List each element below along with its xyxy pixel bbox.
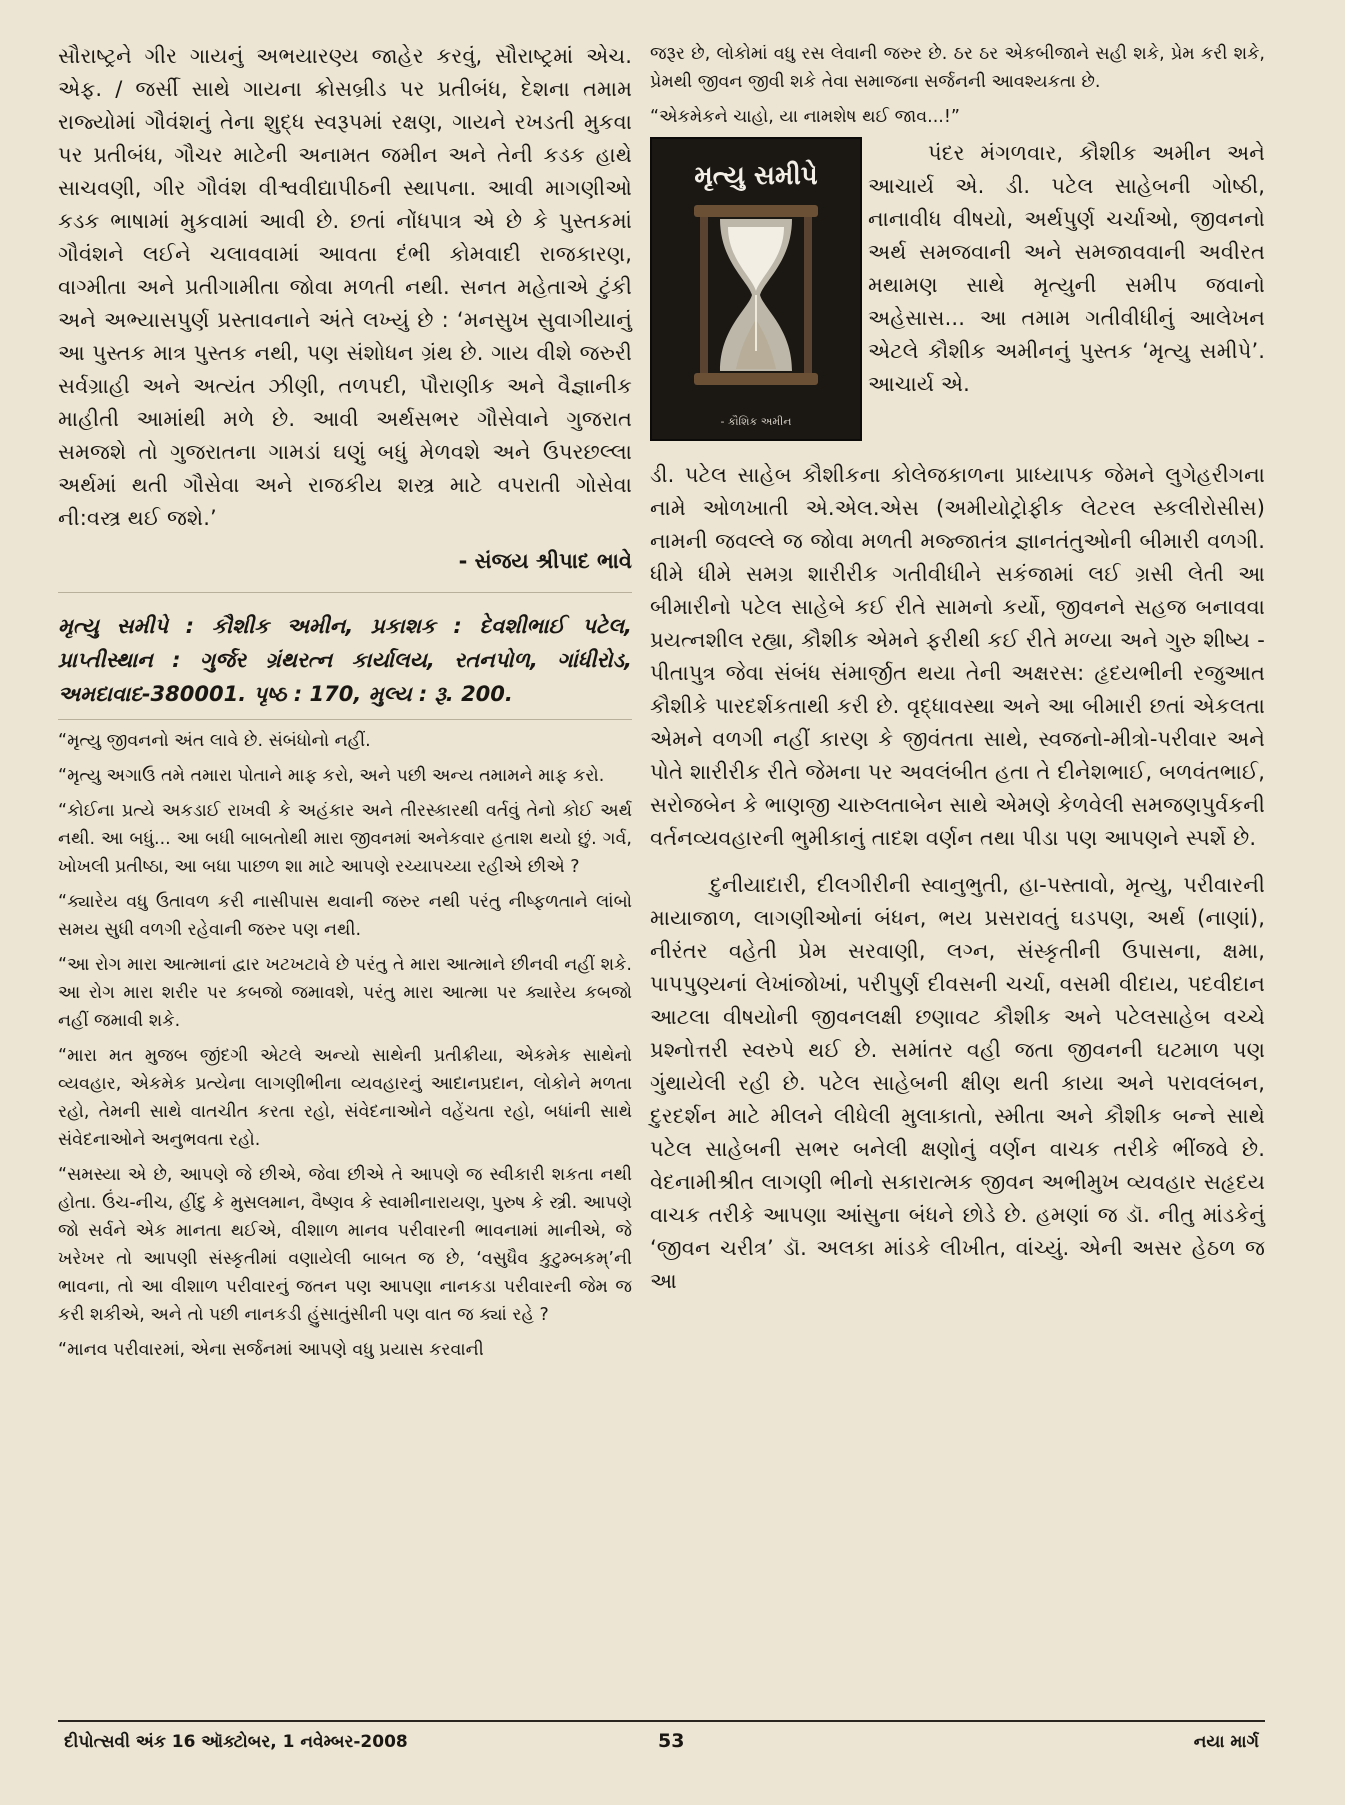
book-cover-title: મૃત્યુ સમીપે: [694, 161, 818, 191]
page-number: 53: [658, 1730, 685, 1752]
magazine-name: નયા માર્ગ: [1193, 1732, 1259, 1752]
book-feature: [650, 137, 1265, 467]
quote-7: “સમસ્યા એ છે, આપણે જે છીએ, જેવા છીએ તે આપણે જ સ્વીકારી શકતા નથી હોતા. ઉંચ-નીચ, હીંદુ કે મુસલમાન, વૈષ્ણવ કે સ્વામીનારાયણ, પુરુષ કે સ્ત્રી. આપણે જો સર્વને એક માનતા થઈએ, વીશાળ માનવ પરીવારની ભાવનામાં માનીએ, જે ખરેખર તો આપણી સંસ્કૃતીમાં વણાયેલી બાબત જ છે, ‘વસુધૈવ કુટુમ્બકમ્’ની ભાવના, તો આ વીશાળ પરીવારનું જતન પણ આપણા નાનકડા પરીવારની જેમ જ કરી શકીએ, અને તો પછી નાનકડી હુંસાતુંસીની પણ વાત જ ક્યાં રહે ?: [58, 1165, 632, 1325]
book-cover-image: [650, 137, 862, 441]
review-paragraph-intro: પંદર મંગળવાર, કૌશીક અમીન અને આચાર્ય એ. ડી. પટેલ સાહેબની ગોષ્ઠી, નાનાવીધ વીષયો, અર્થપુર્ણ ચર્ચાઓ, જીવનનો અર્થ સમજવાની અને સમજાવવાની અવીરત મથામણ સાથે મૃત્યુની સમીપ જવાનો અહેસાસ... આ તમામ ગતીવીધીનું આલેખન એટલે કૌશીક અમીનનું પુસ્તક ‘મૃત્યુ સમીપે’. આચાર્ય એ.: [868, 141, 1265, 396]
divider: [58, 592, 632, 593]
quote-8: “માનવ પરીવારમાં, એના સર્જનમાં આપણે વધુ પ્રયાસ કરવાની: [58, 1340, 484, 1360]
review-paragraph-cow: સૌરાષ્ટ્રને ગીર ગાયનું અભયારણ્ય જાહેર કરવું, સૌરાષ્ટ્રમાં એચ. એફ. / જર્સી સાથે ગાયના ક્રોસબ્રીડ પર પ્રતીબંધ, દેશના તમામ રાજ્યોમાં ગૌવંશનું તેના શુદ્ધ સ્વરૂપમાં રક્ષણ, ગાયને રખડતી મુકવા પર પ્રતીબંધ, ગૌચર માટેની અનામત જમીન અને તેની કડક હાથે સાચવણી, ગીર ગૌવંશ વીશ્વવીદ્યાપીઠની સ્થાપના. આવી માગણીઓ કડક ભાષામાં મુકવામાં આવી છે. છતાં નોંધપાત્ર એ છે કે પુસ્તકમાં ગૌવંશને લઈને ચલાવવામાં આવતા દંભી કોમવાદી રાજકારણ, વાગ્મીતા અને પ્રતીગામીતા જોવા મળતી નથી. સનત મહેતાએ ટુંકી અને અભ્યાસપુર્ણ પ્રસ્તાવનાને અંતે લખ્યું છે : ‘મનસુખ સુવાગીયાનું આ પુસ્તક માત્ર પુસ્તક નથી, પણ સંશોધન ગ્રંથ છે. ગાય વીશે જરુરી સર્વગ્રાહી અને અત્યંત ઝીણી, તળપદી, પૌરાણીક અને વૈજ્ઞાનીક માહીતી આમાંથી મળે છે. આવી અર્થસભર ગૌસેવાને ગુજરાત સમજશે તો ગુજરાતના ગામડાં ઘણું બધું મેળવશે અને ઉપરછલ્લા અર્થમાં થતી ગૌસેવા અને રાજકીય શસ્ત્ર માટે વપરાતી ગોસેવા ની:વસ્ત્ર થઈ જશે.’: [58, 44, 632, 530]
quote-1: “મૃત્યુ જીવનનો અંત લાવે છે. સંબંધોનો નહીં.: [58, 731, 371, 751]
author-signature: - સંજય શ્રીપાદ ભાવે: [458, 549, 632, 573]
review-intro: [858, 137, 1265, 401]
page-footer: [58, 1720, 1265, 1762]
issue-label: દીપોત્સવી અંક 16 ઑક્ટોબર, 1 નવેમ્બર-2008: [64, 1732, 408, 1752]
right-column: [650, 40, 1265, 1298]
quote-continuation: જરૂર છે, લોકોમાં વધુ રસ લેવાની જરુર છે. ઠર ઠર એકબીજાને સહી શકે, પ્રેમ કરી શકે, પ્રેમથી જીવન જીવી શકે તેવા સમાજના સર્જનની આવશ્યકતા છે.: [650, 44, 1265, 92]
quote-5: “આ રોગ મારા આત્માનાં દ્વાર ખટખટાવે છે પરંતુ તે મારા આત્માને છીનવી નહીં શકે. આ રોગ મારા શરીર પર કબજો જમાવશે, પરંતુ મારા આત્મા પર ક્યારેય કબજો નહીં જમાવી શકે.: [58, 955, 632, 1031]
book-cover-author: - કૌશિક અમીન: [720, 415, 792, 428]
book-info: મૃત્યુ સમીપે : કૌશીક અમીન, પ્રકાશક : દેવશીભાઈ પટેલ, પ્રાપ્તીસ્થાન : ગુર્જર ગ્રંથરત્ન કાર્યાલય, રતનપોળ, ગાંધીરોડ, અમદાવાદ-380001. પૃષ્ઠ : 170, મુલ્ય : રૂ. 200.: [58, 614, 632, 706]
quote-2: “મૃત્યુ અગાઉ તમે તમારા પોતાને માફ કરો, અને પછી અન્ય તમામને માફ કરો.: [58, 766, 605, 786]
quote-6: “મારા મત મુજબ જીંદગી એટલે અન્યો સાથેની પ્રતીક્રીયા, એકમેક સાથેનો વ્યવહાર, એકમેક પ્રત્યેના લાગણીભીના વ્યવહારનું આદાનપ્રદાન, લોકોને મળતા રહો, તેમની સાથે વાતચીત કરતા રહો, સંવેદનાઓને વહેંચતા રહો, બધાંની સાથે સંવેદનાઓને અનુભવતા રહો.: [58, 1046, 632, 1150]
review-paragraph-main: ડી. પટેલ સાહેબ કૌશીકના કોલેજકાળના પ્રાધ્યાપક જેમને લુગેહરીગના નામે ઓળખાતી એ.એલ.એસ (અમીયોટ્રોફીક લેટરલ સ્કલીરોસીસ) નામની જવલ્લે જ જોવા મળતી મજ્જાતંત્ર જ્ઞાનતંતુઓની બીમારી વળગી. ધીમે ધીમે સમગ્ર શારીરીક ગતીવીધીને સકંજામાં લઈ ગ્રસી લેતી આ બીમારીનો પટેલ સાહેબે કઈ રીતે સામનો કર્યો, જીવનને સહજ બનાવવા પ્રયત્નશીલ રહ્યા, કૌશીક એમને ફરીથી કઈ રીતે મળ્યા અને ગુરુ શીષ્ય - પીતાપુત્ર જેવા સંબંધ સંમાર્જીત થયા તેની અક્ષરસ: હૃદયભીની રજુઆત કૌશીકે પારદર્શકતાથી કરી છે. વૃદ્ધાવસ્થા અને આ બીમારી છતાં એકલતા એમને વળગી નહીં કારણ કે જીવંતતા સાથે, સ્વજનો-મીત્રો-પરીવાર અને પોતે શારીરીક રીતે જેમના પર અવલંબીત હતા તે દીનેશભાઈ, બળવંતભાઈ, સરોજબેન કે ભાણજી ચારુલતાબેન સાથે એમણે કેળવેલી સમજણપુર્વકની વર્તનવ્યવહારની ભુમીકાનું તાદશ વર્ણન તથા પીડા પણ આપણને સ્પર્શે છે.: [650, 463, 1265, 850]
divider: [58, 719, 632, 720]
left-column: [58, 40, 632, 1364]
quote-4: “ક્યારેય વધુ ઉતાવળ કરી નાસીપાસ થવાની જરુર નથી પરંતુ નીષ્ફળતાને લાંબો સમય સુધી વળગી રહેવાની જરુર પણ નથી.: [58, 892, 632, 940]
review-paragraph-topics: દુનીયાદારી, દીલગીરીની સ્વાનુભુતી, હા-પસ્તાવો, મૃત્યુ, પરીવારની માયાજાળ, લાગણીઓનાં બંધન, ભય પ્રસરાવતું ઘડપણ, અર્થ (નાણાં), નીરંતર વહેતી પ્રેમ સરવાણી, લગ્ન, સંસ્કૃતીની ઉપાસના, ક્ષમા, પાપપુણ્યનાં લેખાંજોખાં, પરીપુર્ણ દીવસની ચર્ચા, વસમી વીદાય, પદવીદાન આટલા વીષયોની જીવનલક્ષી છણાવટ કૌશીક અને પટેલસાહેબ વચ્ચે પ્રશ્નોત્તરી સ્વરુપે થઈ છે. સમાંતર વહી જતા જીવનની ઘટમાળ પણ ગુંથાયેલી રહી છે. પટેલ સાહેબની ક્ષીણ થતી કાયા અને પરાવલંબન, દુરદર્શન માટે મીલને લીધેલી મુલાકાતો, સ્મીતા અને કૌશીક બન્ને સાથે પટેલ સાહેબની સભર બનેલી ક્ષણોનું વર્ણન વાચક તરીકે ભીંજવે છે. વેદનામીશ્રીત લાગણી ભીનો સકારાત્મક જીવન અભીમુખ વ્યવહાર સહૃદય વાચક તરીકે આપણા આંસુના બંધને છોડે છે. હમણાં જ ડૉ. નીતુ માંડકેનું ‘જીવન ચરીત્ર’ ડૉ. અલકા માંડકે લીખીત, વાંચ્યું. એની અસર હેઠળ જ આ: [650, 873, 1265, 1293]
quote-3: “કોઈના પ્રત્યે અકડાઈ રાખવી કે અહંકાર અને તીરસ્કારથી વર્તવું તેનો કોઈ અર્થ નથી. આ બધું... આ બધી બાબતોથી મારા જીવનમાં અનેકવાર હતાશ થયો છું. ગર્વ, ખોખલી પ્રતીષ્ઠા, આ બધા પાછળ શા માટે આપણે રચ્યાપચ્યા રહીએ છીએ ?: [58, 801, 632, 877]
hourglass-icon: [686, 201, 826, 395]
quote-final: “એકમેકને ચાહો, યા નામશેષ થઈ જાવ...!”: [650, 107, 960, 127]
